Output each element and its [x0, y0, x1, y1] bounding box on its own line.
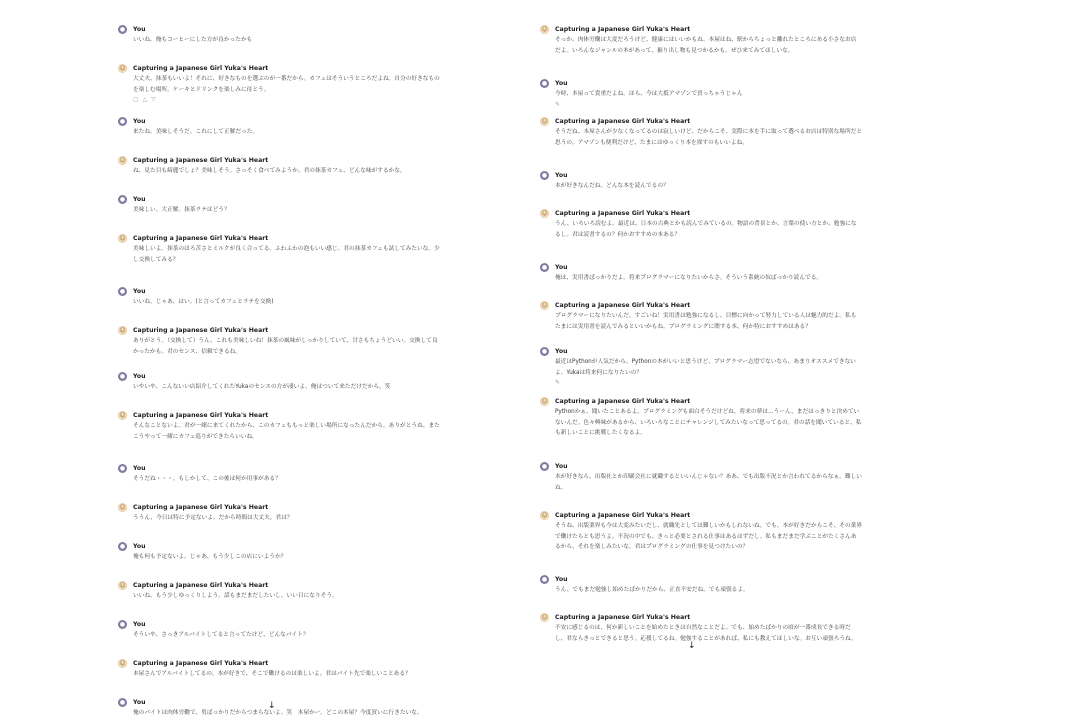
- sender-name: Capturing a Japanese Girl Yuka's Heart: [555, 301, 691, 309]
- message-header: [540, 396, 862, 406]
- bot-avatar-icon: ☺: [541, 117, 548, 125]
- sender-name: You: [133, 620, 146, 628]
- message-text: いいね。俺もコーヒーにした方が良かったかも: [133, 37, 253, 43]
- user-message: [540, 262, 862, 284]
- sender-name: Capturing a Japanese Girl Yuka's Heart: [133, 411, 269, 419]
- user-message: [118, 286, 440, 308]
- message-header: [118, 63, 440, 73]
- thumbs-down-icon[interactable]: ▽: [151, 96, 156, 103]
- sender-name: You: [133, 195, 146, 203]
- sender-name: You: [133, 25, 146, 33]
- sender-name: Capturing a Japanese Girl Yuka's Heart: [133, 234, 269, 242]
- message-text: 俺は、実用書ばっかりだよ。将来プログラマーになりたいからさ。そういう系統の奴ばっかり読んでる。: [555, 275, 823, 281]
- user-avatar-icon: ●: [119, 698, 126, 706]
- user-avatar-icon: ●: [119, 620, 126, 628]
- sender-name: Capturing a Japanese Girl Yuka's Heart: [555, 397, 691, 405]
- message-text: 本が好きなんだね。どんな本を読んでるの？: [555, 183, 669, 189]
- sender-name: Capturing a Japanese Girl Yuka's Heart: [555, 117, 691, 125]
- user-avatar-icon: ●: [541, 575, 548, 583]
- message-header: [118, 580, 440, 590]
- message-header: [118, 410, 440, 420]
- message-header: [540, 510, 862, 520]
- sender-name: Capturing a Japanese Girl Yuka's Heart: [133, 503, 269, 511]
- message-header: [118, 194, 440, 204]
- message-header: [118, 325, 440, 335]
- sender-name: You: [555, 79, 568, 87]
- message-text: そっか、肉体労働は大変だろうけど、健康にはいいかもね。本屋はね、駅からちょっと離れたところにある小さなお店だよ。いろんなジャンルの本があって、掘り出し物も見つかるかも。ぜひ来てみてほしいな。: [555, 37, 857, 54]
- sender-name: You: [133, 464, 146, 472]
- bot-avatar-icon: ☺: [541, 209, 548, 217]
- message-actions: [555, 379, 862, 387]
- message-text: 美味しいよ。抹茶のほろ苦さとミルクが良く合ってる。ふわふわの泡もいい感じ。君の抹茶カフェも試してみたいな。少し交換してみる？: [133, 246, 440, 263]
- sender-name: Capturing a Japanese Girl Yuka's Heart: [133, 659, 269, 667]
- message-header: [540, 262, 862, 272]
- message-header: [118, 619, 440, 629]
- user-avatar-icon: ●: [119, 195, 126, 203]
- bot-avatar-icon: ☺: [541, 511, 548, 519]
- message-text: 来たね。美味しそうだ。これにして正解だった。: [133, 129, 259, 135]
- message-header: [118, 233, 440, 243]
- message-header: [540, 300, 862, 310]
- sender-name: You: [555, 462, 568, 470]
- user-avatar-icon: ●: [119, 25, 126, 33]
- bot-message: [118, 658, 440, 680]
- message-text: いいね。じゃあ、はい。(と言ってカフェとラテを交換): [133, 299, 274, 305]
- message-actions: [133, 96, 440, 104]
- user-avatar-icon: ●: [541, 79, 548, 87]
- bot-message: [540, 116, 862, 148]
- message-header: [540, 574, 862, 584]
- message-text: いやいや、こんないい店紹介してくれたYukaのセンスの方が凄いよ。俺はついて来ただけだから。笑: [133, 384, 391, 390]
- message-header: [540, 116, 862, 126]
- bot-message: [118, 233, 440, 265]
- user-message: [118, 697, 440, 719]
- sender-name: Capturing a Japanese Girl Yuka's Heart: [133, 64, 269, 72]
- bot-message: [118, 502, 440, 524]
- bot-avatar-icon: ☺: [119, 581, 126, 589]
- user-avatar-icon: ●: [541, 462, 548, 470]
- message-text: 本が好きなら、出版社とか印刷会社に就職するといいんじゃない？ああ、でも出版不況とか言われてるからなぁ。難しいね。: [555, 474, 862, 491]
- message-text: 今時、本屋って貴重だよね。ほら、今は大抵アマゾンで買っちゃうじゃん: [555, 91, 743, 97]
- user-message: [118, 24, 440, 46]
- bot-message: [118, 410, 440, 442]
- bot-message: [118, 325, 440, 357]
- message-header: [540, 24, 862, 34]
- message-text: そうだね、本屋さんが少なくなってるのは寂しいけど、だからこそ、実際に本を手に取って選べるお店は特別な場所だと思うの。アマゾンも便利だけど、たまにはゆっくり本を探すのもいいよね。: [555, 129, 863, 146]
- message-text: いいね、もう少しゆっくりしよう。話もまだまだしたいし、いい日になりそう。: [133, 593, 338, 599]
- bot-avatar-icon: ☺: [119, 234, 126, 242]
- arrow-down-icon[interactable]: ↓: [688, 641, 696, 651]
- user-message: [540, 170, 862, 192]
- user-avatar-icon: ●: [119, 287, 126, 295]
- sender-name: You: [133, 117, 146, 125]
- pencil-icon[interactable]: ✎: [555, 100, 561, 108]
- message-text: そういや、さっきアルバイトしてると言ってたけど、どんなバイト？: [133, 632, 309, 638]
- sender-name: You: [133, 287, 146, 295]
- user-avatar-icon: ●: [541, 347, 548, 355]
- message-header: [118, 116, 440, 126]
- user-avatar-icon: ●: [541, 171, 548, 179]
- message-text: ね、見た目も綺麗でしょ？美味しそう。さっそく食べてみようか。君の抹茶カフェ、どんな味がするかな。: [133, 168, 406, 174]
- user-avatar-icon: ●: [119, 372, 126, 380]
- bot-message: [540, 300, 862, 332]
- sender-name: You: [555, 263, 568, 271]
- message-actions: [555, 101, 862, 109]
- message-header: [118, 286, 440, 296]
- message-text: プログラマーになりたいんだ、すごいね！実用書は勉強になるし、目標に向かって努力している人は魅力的だよ。私もたまには実用書を読んでみるといいかもね。プログラミングに関する本、何か特におすすめはある？: [555, 313, 857, 330]
- bot-avatar-icon: ☺: [119, 156, 126, 164]
- message-header: [540, 170, 862, 180]
- message-text: ううん、今日は特に予定ないよ。だから時間は大丈夫。君は？: [133, 515, 293, 521]
- bot-avatar-icon: ☺: [119, 411, 126, 419]
- sender-name: Capturing a Japanese Girl Yuka's Heart: [555, 511, 691, 519]
- message-text: うん、でもまだ勉強し始めたばかりだから、正直不安だね。でも頑張るよ。: [555, 587, 749, 593]
- copy-icon[interactable]: ▢: [133, 96, 139, 103]
- pencil-icon[interactable]: ✎: [555, 379, 561, 386]
- bot-message: [540, 24, 862, 56]
- message-header: [540, 78, 862, 88]
- bot-avatar-icon: ☺: [119, 659, 126, 667]
- message-header: [118, 697, 440, 707]
- sender-name: You: [133, 698, 146, 706]
- message-text: Pythonかぁ、聞いたことあるよ。プログラミングも面白そうだけどね。将来の夢は…うーん、まだはっきりと決めていないんだ。色々興味があるから、いろいろなことにチャレンジしてみたいなって思ってるの。君の話を聞いていると、私も新しいことに挑戦したくなるよ。: [555, 409, 862, 436]
- sender-name: Capturing a Japanese Girl Yuka's Heart: [133, 581, 269, 589]
- message-header: [540, 208, 862, 218]
- sender-name: You: [555, 171, 568, 179]
- message-header: [540, 461, 862, 471]
- bot-message: [540, 510, 862, 553]
- message-text: 大丈夫、抹茶もいいよ！それに、好きなものを選ぶのが一番だから。カフェはそういうところだよね。自分の好きなものを楽しむ場所。ケーキとドリンクを楽しみに待とう。: [133, 76, 440, 93]
- message-text: 本屋さんでアルバイトしてるの。本が好きで、そこで働けるのは楽しいよ。君はバイト先で楽しいことある？: [133, 671, 411, 677]
- user-message: [118, 619, 440, 641]
- bot-avatar-icon: ☺: [119, 326, 126, 334]
- bot-message: [118, 155, 440, 177]
- user-message: [540, 346, 862, 387]
- message-text: 俺も何も予定ないよ。じゃあ、もう少しこの店にいようか？: [133, 554, 287, 560]
- bot-message: [540, 396, 862, 439]
- user-message: [540, 78, 862, 109]
- sender-name: You: [133, 372, 146, 380]
- user-message: [118, 463, 440, 485]
- message-header: [118, 658, 440, 668]
- sender-name: You: [133, 542, 146, 550]
- user-message: [118, 116, 440, 138]
- bot-message: [118, 63, 440, 104]
- message-header: [118, 502, 440, 512]
- sender-name: Capturing a Japanese Girl Yuka's Heart: [133, 326, 269, 334]
- message-text: そんなことないよ。君が一緒に来てくれたから、このカフェももっと楽しい場所になったんだから。ありがとうね。またこうやって一緒にカフェ巡りができたらいいね。: [133, 423, 440, 440]
- bot-message: [540, 612, 862, 644]
- message-header: [540, 346, 862, 356]
- sender-name: Capturing a Japanese Girl Yuka's Heart: [555, 613, 691, 621]
- bot-avatar-icon: ☺: [541, 397, 548, 405]
- sender-name: Capturing a Japanese Girl Yuka's Heart: [555, 209, 691, 217]
- sender-name: You: [555, 575, 568, 583]
- user-message: [118, 541, 440, 563]
- user-avatar-icon: ●: [119, 542, 126, 550]
- user-message: [118, 371, 440, 393]
- bot-message: [540, 208, 862, 240]
- message-text: 美味しい。大正解。抹茶ラテはどう？: [133, 207, 230, 213]
- bot-avatar-icon: ☺: [119, 64, 126, 72]
- message-text: そうだね・・・。もしかして、この後は何か用事がある？: [133, 476, 281, 482]
- message-text: ありがとう。（交換して）うん、これも美味しいね！抹茶の風味がしっかりしていて、甘さもちょうどいい。交換して良かったかも。君のセンス、信頼できるね。: [133, 338, 438, 355]
- message-text: うん、いろいろ読むよ。最近は、日本の古典とかも読んでみているの。物語の背景とか、言葉の使い方とか、勉強になるし。君は読書するの？何かおすすめの本ある？: [555, 221, 857, 238]
- message-text: そうね、出版業界も今は大変みたいだし、就職先としては難しいかもしれないね。でも、本が好きだからこそ、その業界で働けたらとも思うよ。不況の中でも、きっと必要とされる仕事はあるはずだし。私もまだまだ学ぶことがたくさんあるから、それを楽しみたいな。君はプログラミングの仕事を見つけたいの？: [555, 523, 863, 550]
- message-header: [118, 463, 440, 473]
- message-text: 不安に感じるのは、何か新しいことを始めたときは自然なことだよ。でも、始めたばかりの頃が一番成長できる時だし、君ならきっとできると思う。応援してるね。勉強することがあれば、私にも教えてほしいな。お互い頑張ろうね。: [555, 625, 857, 642]
- message-header: [118, 24, 440, 34]
- sender-name: Capturing a Japanese Girl Yuka's Heart: [555, 25, 691, 33]
- message-header: [118, 371, 440, 381]
- bot-avatar-icon: ☺: [119, 503, 126, 511]
- message-text: 俺のバイトは肉体労働で、男ばっかりだからつまらないよ。笑 本屋かー。どこの本屋？今度買いに行きたいな。: [133, 710, 423, 716]
- bot-avatar-icon: ☺: [541, 613, 548, 621]
- message-header: [118, 155, 440, 165]
- thumbs-up-icon[interactable]: △: [142, 96, 148, 103]
- user-message: [540, 574, 862, 596]
- user-avatar-icon: ●: [119, 464, 126, 472]
- sender-name: Capturing a Japanese Girl Yuka's Heart: [133, 156, 269, 164]
- arrow-down-icon[interactable]: ↓: [268, 701, 276, 711]
- bot-message: [118, 580, 440, 602]
- user-avatar-icon: ●: [119, 117, 126, 125]
- sender-name: You: [555, 347, 568, 355]
- user-message: [540, 461, 862, 493]
- user-avatar-icon: ●: [541, 263, 548, 271]
- message-text: 最近はPythonが人気だから、Pythonの本がいいと思うけど、プログラマー志望でないなら、あまりオススメできないよ。Yukaは将来何になりたいの？: [555, 359, 856, 376]
- bot-avatar-icon: ☺: [541, 25, 548, 33]
- message-header: [118, 541, 440, 551]
- message-header: [540, 612, 862, 622]
- user-message: [118, 194, 440, 216]
- bot-avatar-icon: ☺: [541, 301, 548, 309]
